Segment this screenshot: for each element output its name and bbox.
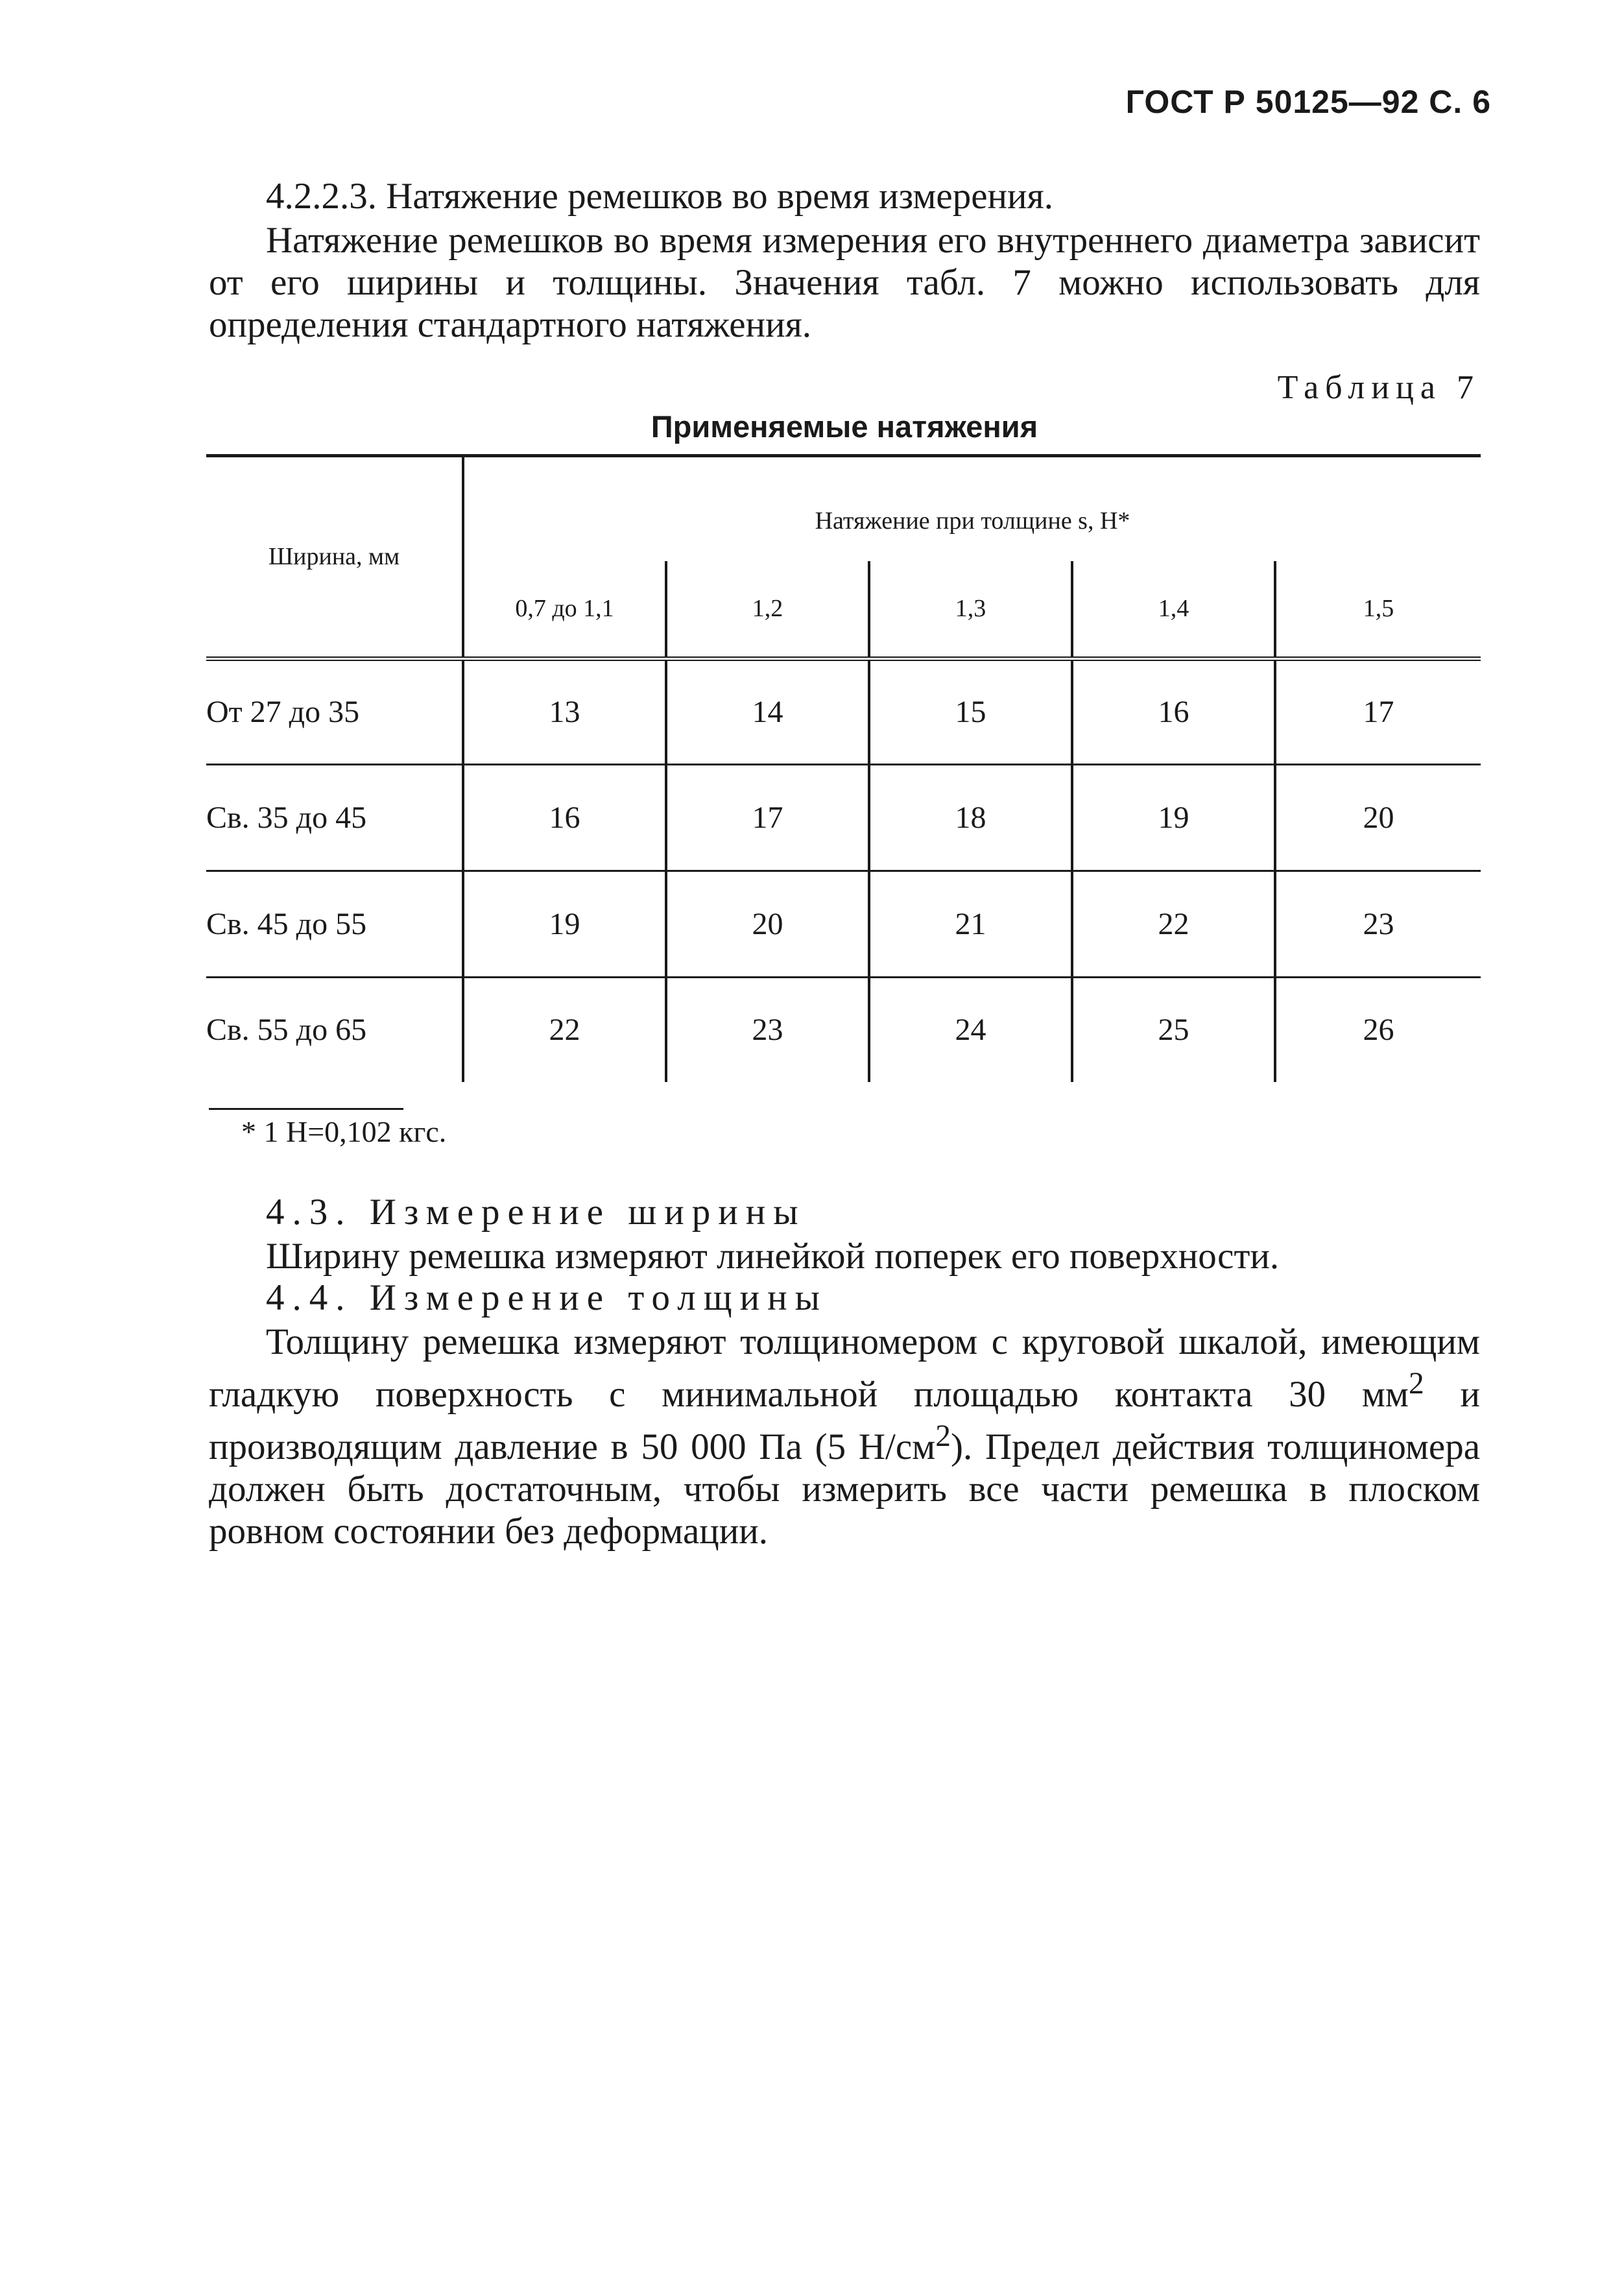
table-title: Применяемые натяжения	[651, 409, 1038, 444]
thickness-column-header: 0,7 до 1,1	[463, 561, 666, 658]
tension-value-cell: 15	[869, 658, 1072, 764]
table-footnote: * 1 Н=0,102 кгс.	[241, 1115, 447, 1148]
width-range-cell: Св. 45 до 55	[206, 871, 463, 977]
section-4-2-2-3-paragraph: Натяжение ремешков во время измерения его внутреннего диаметра зависит от его ширины и толщины. Значения табл. 7 можно использовать для определения стандартного натяжения.	[209, 220, 1480, 345]
tension-value-cell: 19	[1072, 764, 1275, 871]
tension-value-cell: 16	[1072, 658, 1275, 764]
thickness-column-header: 1,3	[869, 561, 1072, 658]
table-label: Таблица 7	[1277, 369, 1480, 406]
section-4-4-body	[209, 1321, 1480, 1552]
section-4-3-paragraph: Ширину ремешка измеряют линейкой поперек его поверхности.	[266, 1236, 1280, 1277]
tension-value-cell: 19	[463, 871, 666, 977]
section-4-2-2-3-heading: 4.2.2.3. Натяжение ремешков во время измерения.	[266, 176, 1054, 217]
table-row	[206, 658, 1481, 764]
tension-value-cell: 18	[869, 764, 1072, 871]
tension-value-cell: 25	[1072, 977, 1275, 1082]
tension-value-cell: 17	[666, 764, 869, 871]
table-row	[206, 764, 1481, 871]
tension-value-cell: 13	[463, 658, 666, 764]
tension-value-cell: 24	[869, 977, 1072, 1082]
width-range-cell: От 27 до 35	[206, 658, 463, 764]
width-column-header: Ширина, мм	[206, 457, 463, 658]
table-row	[206, 871, 1481, 977]
section-4-3-heading: 4.3. Измерение ширины	[266, 1192, 806, 1233]
tension-table	[206, 454, 1481, 1082]
width-range-cell: Св. 55 до 65	[206, 1013, 367, 1048]
section-4-4-heading: 4.4. Измерение толщины	[266, 1277, 828, 1318]
table-row	[206, 977, 1481, 1082]
thickness-column-header: 1,2	[666, 561, 869, 658]
width-range-cell: Св. 35 до 45	[206, 764, 463, 871]
footnote-rule	[209, 1108, 403, 1110]
tension-value-cell: 22	[1072, 871, 1275, 977]
section-4-3-body	[209, 1235, 1480, 1277]
section-4-4-text-part-2: и производящим давление в 50 000 Па (5 Н/см	[209, 1374, 1480, 1467]
thickness-column-header: 1,4	[1072, 561, 1275, 658]
table-header-row-1	[206, 457, 1481, 561]
running-head: ГОСТ Р 50125—92 С. 6	[1125, 84, 1491, 120]
tension-value-cell: 20	[666, 871, 869, 977]
section-4-4-text-part-1: Толщину ремешка измеряют толщиномером с круговой шкалой, имеющим гладкую поверхность с минимальной площадью контакта 30 мм	[209, 1321, 1480, 1415]
tension-value-cell: 26	[1275, 977, 1481, 1082]
tension-value-cell: 16	[463, 764, 666, 871]
tension-value-cell: 21	[869, 871, 1072, 977]
section-4-4-paragraph	[209, 1321, 1480, 1552]
thickness-column-header: 1,5	[1275, 561, 1481, 658]
superscript-two: 2	[935, 1419, 951, 1453]
thickness-group-header: Натяжение при толщине s, Н*	[463, 457, 1481, 561]
superscript-two: 2	[1409, 1367, 1424, 1401]
tension-value-cell: 20	[1275, 764, 1481, 871]
tension-value-cell: 14	[666, 658, 869, 764]
section-4-4-text-part-3: ). Предел действия толщиномера должен быть достаточным, чтобы измерить все части ремешка в плоском ровном состоянии без деформации.	[209, 1426, 1480, 1552]
tension-value-cell: 22	[463, 977, 666, 1082]
tension-value-cell: 23	[666, 977, 869, 1082]
section-4-2-2-3-body	[209, 219, 1480, 346]
tension-value-cell: 17	[1275, 658, 1481, 764]
tension-value-cell: 23	[1275, 871, 1481, 977]
